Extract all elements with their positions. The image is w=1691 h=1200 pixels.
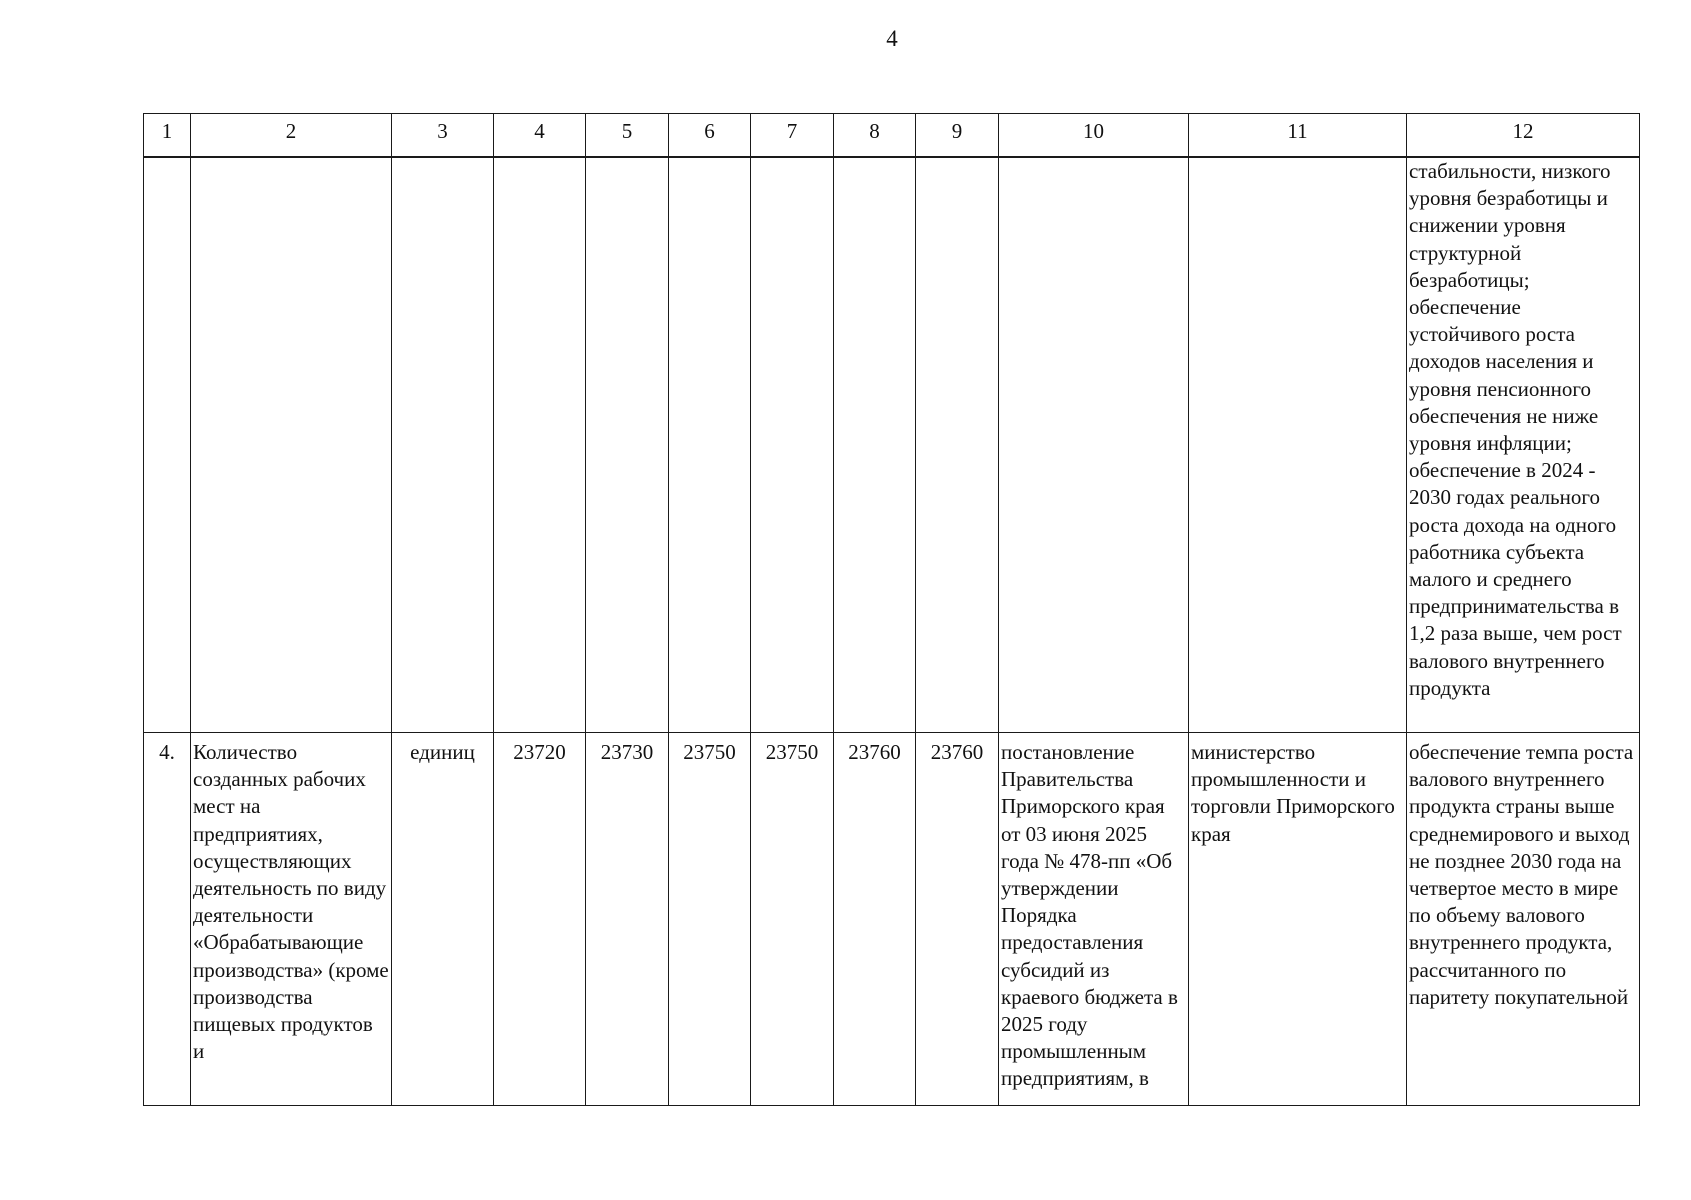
cell-value-col4: 23720 xyxy=(494,733,586,1106)
cell-empty xyxy=(144,157,191,733)
cell-empty xyxy=(392,157,494,733)
table-row-4 xyxy=(144,733,1640,1106)
header-col-10: 10 xyxy=(999,114,1189,158)
responsible-text: министерство промышленности и торговли Приморского края xyxy=(1191,740,1395,846)
page-number: 4 xyxy=(886,26,898,51)
cell-value-col7: 23750 xyxy=(751,733,834,1106)
header-col-5: 5 xyxy=(586,114,669,158)
cell-row-number: 4. xyxy=(144,733,191,1106)
cell-responsible xyxy=(1189,733,1407,1106)
cell-empty xyxy=(1189,157,1407,733)
document-text: постановление Правительства Приморского края от 03 июня 2025 года № 478-пп «Об утверждении Порядка предоставления субсидий из краевого бюджета в 2025 году промышленным предприятиям, в xyxy=(1001,740,1178,1091)
header-col-3: 3 xyxy=(392,114,494,158)
header-col-2: 2 xyxy=(191,114,392,158)
indicators-table xyxy=(143,113,1640,1106)
header-col-4: 4 xyxy=(494,114,586,158)
header-col-12: 12 xyxy=(1407,114,1640,158)
cell-goal xyxy=(1407,733,1640,1106)
header-row xyxy=(144,114,1640,158)
cell-value-col9: 23760 xyxy=(916,733,999,1106)
cell-unit: единиц xyxy=(392,733,494,1106)
indicator-name-text: Количество созданных рабочих мест на предприятиях, осуществляющих деятельность по виду деятельности «Обрабатывающие производства» (кроме производства пищевых продуктов и xyxy=(193,740,389,1064)
cell-document xyxy=(999,733,1189,1106)
cell-empty xyxy=(999,157,1189,733)
cell-empty xyxy=(669,157,751,733)
cell-indicator-name xyxy=(191,733,392,1106)
cell-empty xyxy=(586,157,669,733)
header-col-8: 8 xyxy=(834,114,916,158)
cell-value-col5: 23730 xyxy=(586,733,669,1106)
header-col-1: 1 xyxy=(144,114,191,158)
cell-goal-continuation xyxy=(1407,157,1640,733)
header-col-9: 9 xyxy=(916,114,999,158)
cell-empty xyxy=(834,157,916,733)
cell-empty xyxy=(916,157,999,733)
cell-empty xyxy=(751,157,834,733)
header-col-6: 6 xyxy=(669,114,751,158)
cell-empty xyxy=(191,157,392,733)
cell-value-col6: 23750 xyxy=(669,733,751,1106)
table-row-continuation xyxy=(144,157,1640,733)
header-col-11: 11 xyxy=(1189,114,1407,158)
cell-empty xyxy=(494,157,586,733)
goal-continuation-text: стабильности, низкого уровня безработицы и снижении уровня структурной безработицы; обеспечение устойчивого роста доходов населения и уровня пенсионного обеспечения не ниже уровня инфляции; обеспечение в 2024 - 2030 годах реального роста дохода на одного работника субъекта малого и среднего предпринимательства в 1,2 раза выше, чем рост валового внутреннего продукта xyxy=(1409,159,1622,700)
header-col-7: 7 xyxy=(751,114,834,158)
cell-value-col8: 23760 xyxy=(834,733,916,1106)
goal-text: обеспечение темпа роста валового внутреннего продукта страны выше среднемирового и выход не позднее 2030 года на четвертое место в мире по объему валового внутреннего продукта, рассчитанного по паритету покупательной xyxy=(1409,740,1634,1009)
